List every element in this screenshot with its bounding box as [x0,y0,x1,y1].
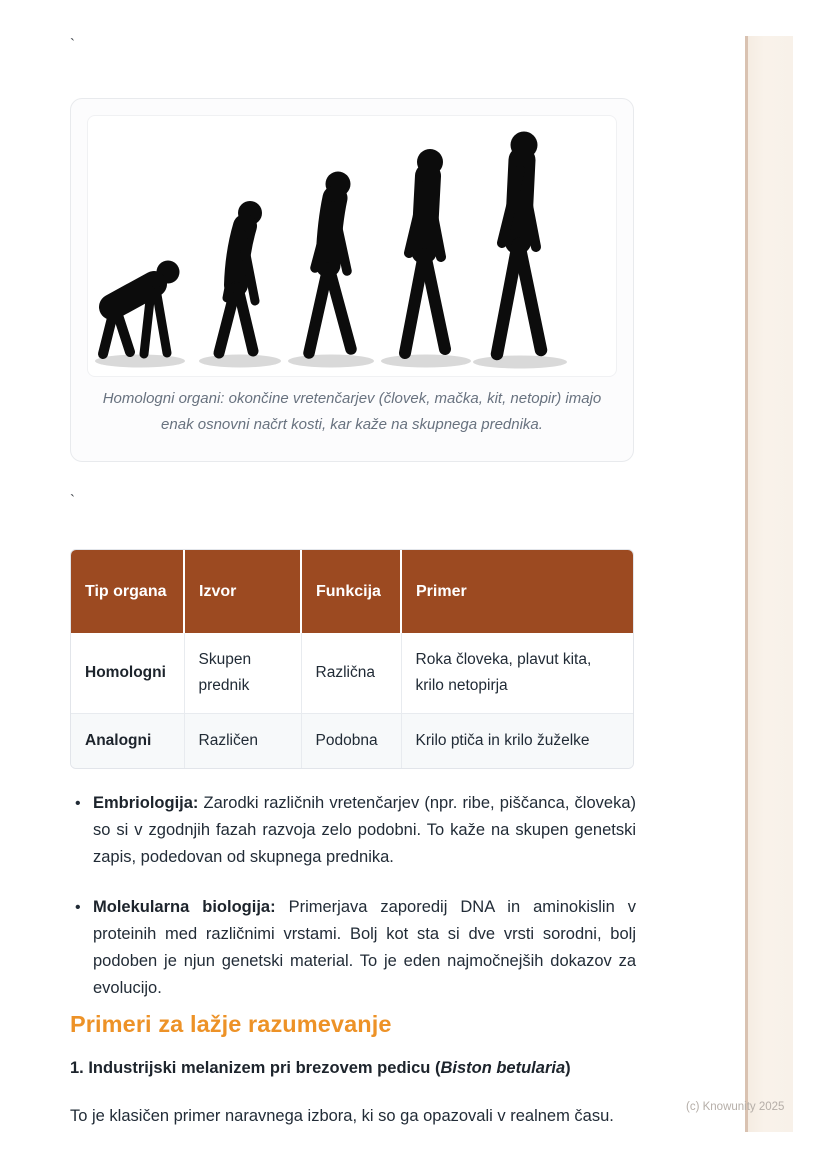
table-cell: Krilo ptiča in krilo žuželke [401,714,634,769]
table-cell: Skupen prednik [184,633,301,714]
table-header-row [71,550,634,633]
figure-shadow [199,355,281,368]
figure-shadow [381,355,471,368]
table-row-analogni [71,714,634,769]
bullet-label: Embriologija: [93,794,199,812]
column-header-funkcija: Funkcija [301,550,401,633]
evolution-figure-modern-human [497,132,541,355]
bullet-body: Primerjava zaporedij DNA in aminokislin v proteinih med različnimi vrstami. Bolj kot sta si dve vrsti sorodni, bolj podoben je njun genetski material. To je eden najmočnejših dokazov za evolucijo. [93,898,636,997]
table-cell: Homologni [71,633,184,714]
evolution-figure-ape [103,261,180,355]
column-header-tip-organa: Tip organa [71,550,184,633]
figure-shadow [288,355,374,368]
page-edge-stripe [745,36,793,1132]
bullet-icon: • [75,899,81,916]
table-cell: Različna [301,633,401,714]
figure-card [70,98,634,462]
example-subheading [70,1059,571,1078]
section-heading: Primeri za lažje razumevanje [70,1011,392,1037]
bullet-icon: • [75,795,81,812]
copyright-watermark: (c) Knowunity 2025 [686,1101,785,1113]
list-item [70,894,636,1002]
table-cell: Različen [184,714,301,769]
evolution-illustration [87,115,617,377]
subheading-prefix: 1. Industrijski melanizem pri brezovem pedicu ( [70,1059,441,1077]
list-item [70,790,636,871]
table-cell: Analogni [71,714,184,769]
evidence-bullet-list [70,790,636,1025]
evolution-figure-early-hominid [219,201,262,353]
figure-shadow [95,355,185,368]
table-cell: Roka človeka, plavut kita, krilo netopirja [401,633,634,714]
column-header-primer: Primer [401,550,634,633]
stray-backtick-middle: ` [70,492,75,509]
evolution-figure-hominid [309,172,351,354]
evolution-figure-early-human [405,149,445,353]
subheading-suffix: ) [565,1059,571,1077]
latin-species-name: Biston betularia [440,1059,566,1077]
stray-backtick-top: ` [70,36,75,53]
bullet-label: Molekularna biologija: [93,898,276,916]
figure-shadow [473,356,567,369]
figure-caption: Homologni organi: okončine vretenčarjev (človek, mačka, kit, netopir) imajo enak osnovni načrt kosti, kar kaže na skupnega prednika. [102,390,602,433]
table-row-homologni [71,633,634,714]
table-cell: Podobna [301,714,401,769]
column-header-izvor: Izvor [184,550,301,633]
example-paragraph: To je klasičen primer naravnega izbora, ki so ga opazovali v realnem času. [70,1107,614,1125]
march-of-progress-graphic [88,116,617,376]
organ-comparison-table [70,549,634,769]
bullet-body: Zarodki različnih vretenčarjev (npr. ribe, piščanca, človeka) so si v zgodnjih fazah razvoja zelo podobni. To kaže na skupen genetski zapis, podedovan od skupnega prednika. [93,794,636,866]
